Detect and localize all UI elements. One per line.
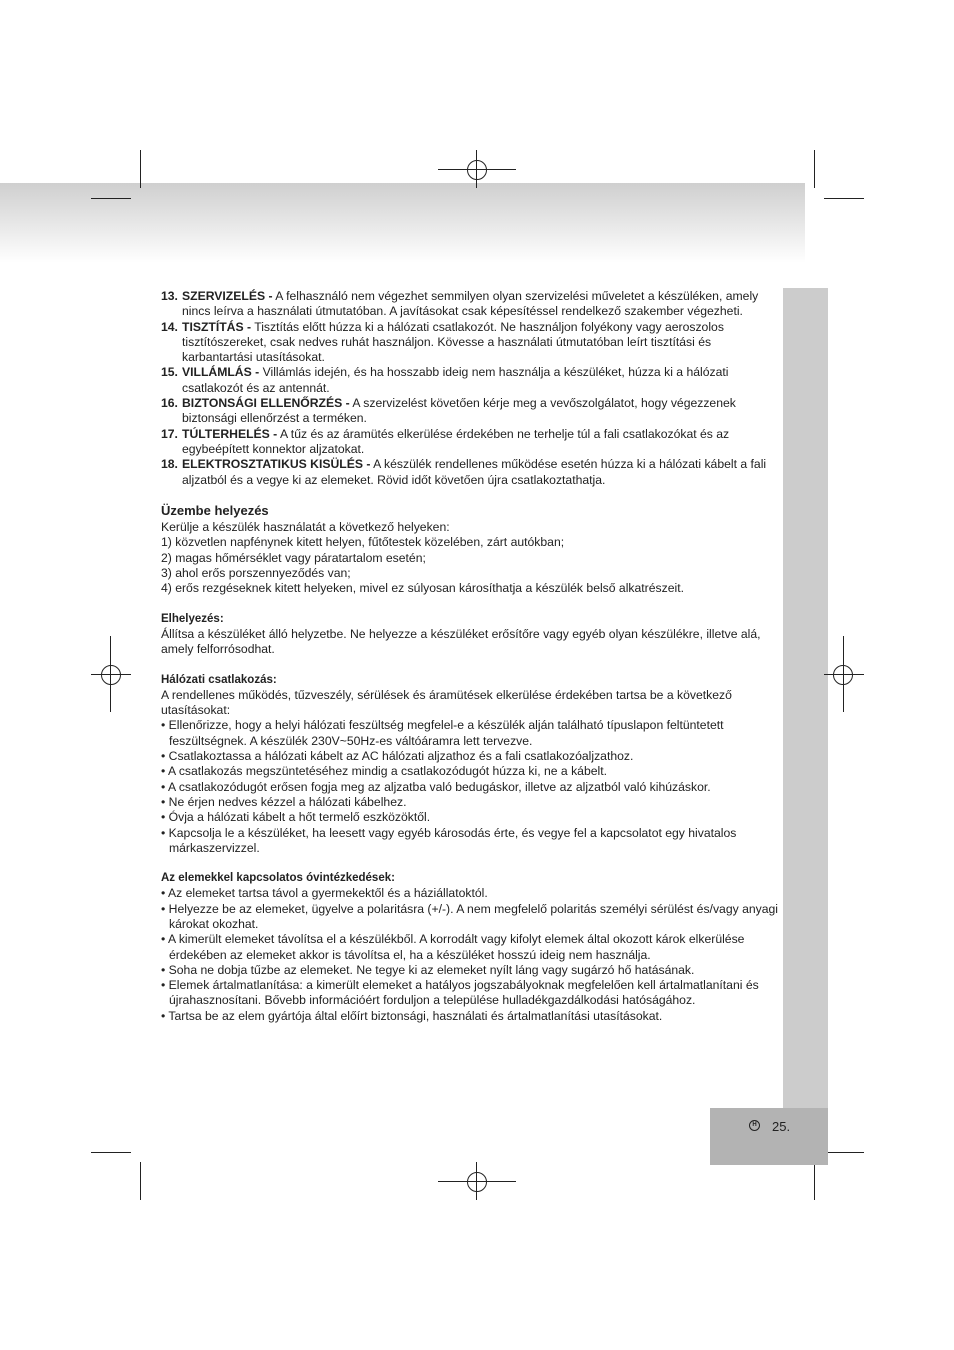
bullet-item: • Soha ne dobja tűzbe az elemeket. Ne tegye ki az elemeket nyílt láng vagy sugárzó hő hatásának.: [161, 962, 695, 977]
safety-item: [161, 457, 781, 488]
page-number-box: [710, 1108, 828, 1165]
item-number: 13.: [161, 289, 178, 303]
registration-line: [438, 169, 516, 170]
bullet-item: • A kimerült elemeket távolítsa el a készülékből. A korrodált vagy kifolyt elemek által okozott károk elkerülése érdekében az elemeket akkor is távolítsa el, ha a készüléket hosszú ideig nem használja.: [161, 932, 745, 962]
registration-line: [476, 1162, 477, 1200]
item-title: ELEKTROSZTATIKUS KISÜLÉS -: [182, 457, 371, 472]
bullet-item: • Ne érjen nedves kézzel a hálózati kábelhez.: [161, 794, 407, 809]
item-title: TÚLTERHELÉS -: [182, 426, 278, 441]
crop-mark: [814, 1162, 815, 1200]
bullet-item: • Az elemeket tartsa távol a gyermekektől és a háziállatoktól.: [161, 886, 488, 901]
registration-mark: [467, 1172, 487, 1192]
item-title: BIZTONSÁGI ELLENŐRZÉS -: [182, 396, 350, 411]
item-text: A szervizelést követően kérje meg a vevőszolgálatot, hogy végezzenek biztonsági ellenőrzést a terméken.: [182, 396, 736, 426]
bullet-item: • A csatlakozás megszüntetéséhez mindig a csatlakozódugót húzza ki, ne a kábelt.: [161, 764, 607, 779]
language-badge-icon: H: [749, 1120, 760, 1131]
safety-item: [161, 427, 781, 458]
page-number: 25.: [772, 1119, 791, 1134]
bullet-item: • Óvja a hálózati kábelt a hőt termelő eszközöktől.: [161, 810, 431, 825]
registration-mark: [101, 665, 121, 685]
crop-mark: [140, 1162, 141, 1200]
bullet-item: • Csatlakoztassa a hálózati kábelt az AC hálózati aljzathoz és a fali csatlakozóaljzathoz.: [161, 749, 634, 764]
item-number: 17.: [161, 426, 178, 441]
list-item: 3) ahol erős porszennyeződés van;: [161, 566, 351, 581]
list-item: 4) erős rezgéseknek kitett helyeken, mivel ez súlyosan károsíthatja a készülék belső alkatrészeit.: [161, 581, 684, 596]
crop-mark: [140, 150, 141, 188]
registration-line: [91, 674, 131, 675]
subsection-title: Az elemekkel kapcsolatos óvintézkedések:: [161, 872, 395, 885]
item-title: TISZTÍTÁS -: [182, 319, 252, 334]
bullet-list: [161, 886, 781, 1024]
section-intro: Kerülje a készülék használatát a következő helyeken:: [161, 520, 450, 535]
registration-mark: [467, 160, 487, 180]
safety-item: [161, 289, 781, 320]
subsection-title: Elhelyezés:: [161, 612, 224, 625]
bullet-item: • Tartsa be az elem gyártója által előírt biztonsági, használati és ártalmatlanítási utasításokat.: [161, 1008, 663, 1023]
bullet-item: • Elemek ártalmatlanítása: a kimerült elemeket a hatályos jogszabályoknak megfelelően kell ártalmatlanítani és újrahasznosítani. Bővebb információért forduljon a települése hulladékgazdálkodási hatóságához.: [161, 978, 759, 1008]
item-title: VILLÁMLÁS -: [182, 365, 260, 380]
safety-item: [161, 320, 781, 366]
item-text: A tűz és az áramütés elkerülése érdekében ne terhelje túl a fali csatlakozókat és az egybeépített konnektor aljzatokat.: [182, 426, 730, 456]
crop-mark: [824, 198, 864, 199]
bullet-list: [161, 718, 781, 856]
item-text: Villámlás idején, és ha hosszabb ideig nem használja a készüléket, húzza ki a hálózati csatlakozót és az antennát.: [182, 365, 729, 395]
item-text: Tisztítás előtt húzza ki a hálózati csatlakozót. Ne használjon folyékony vagy aeroszolos tisztítószereket, csak nedves ruhát használjon. Kövesse a használati útmutatóban leírt tisztítási és karbantartási utasításokat.: [182, 319, 724, 365]
section-title: Üzembe helyezés: [161, 502, 269, 518]
location-list: [161, 535, 781, 596]
item-number: 16.: [161, 396, 178, 411]
crop-mark: [91, 1152, 131, 1153]
crop-mark: [91, 198, 131, 199]
item-number: 18.: [161, 457, 178, 472]
registration-line: [476, 150, 477, 188]
crop-mark: [824, 1152, 864, 1153]
subsection-title: Hálózati csatlakozás:: [161, 673, 277, 686]
header-band: [0, 183, 805, 263]
registration-line: [438, 1181, 516, 1182]
list-item: 1) közvetlen napfénynek kitett helyen, fűtőtestek közelében, zárt autókban;: [161, 535, 565, 550]
bullet-item: • A csatlakozódugót erősen fogja meg az aljzatba való bedugáskor, illetve az aljzatból való kihúzáskor.: [161, 779, 711, 794]
registration-line: [110, 636, 111, 712]
item-number: 15.: [161, 365, 178, 380]
side-strip: [783, 288, 828, 1108]
safety-item: [161, 396, 781, 427]
subsection-intro: A rendellenes működés, tűzveszély, sérülések és áramütések elkerülése érdekében tartsa be a következő utasításokat:: [161, 687, 732, 718]
item-text: A felhasználó nem végezhet semmilyen olyan szervizelési műveletet a készüléken, amely nincs leírva a használati útmutatóban. A javításokat csak képesítéssel rendelkező szakember végezheti.: [182, 289, 759, 319]
item-title: SZERVIZELÉS -: [182, 289, 273, 303]
list-item: 2) magas hőmérséklet vagy páratartalom esetén;: [161, 550, 426, 565]
registration-line: [824, 674, 864, 675]
safety-item: [161, 365, 781, 396]
item-number: 14.: [161, 319, 178, 334]
bullet-item: • Ellenőrizze, hogy a helyi hálózati feszültség megfelel-e a készülék alján található típuslapon feltüntetett feszültségnek. A készülék 230V~50Hz-es váltóáramra lett tervezve.: [161, 718, 724, 748]
bullet-item: • Kapcsolja le a készüléket, ha leesett vagy egyéb károsodás érte, és vegye fel a kapcsolatot egy hivatalos márkaszervizzel.: [161, 825, 737, 855]
item-text: A készülék rendellenes működése esetén húzza ki a hálózati kábelt a fali aljzatból és a vegye ki az elemeket. Rövid időt követően újra csatlakoztathatja.: [182, 457, 767, 487]
safety-list: [161, 289, 781, 488]
subsection-text: Állítsa a készüléket álló helyzetbe. Ne helyezze a készüléket erősítőre vagy egyéb olyan készülékre, illetve alá, amely felforrósodhat.: [161, 626, 761, 657]
crop-mark: [814, 150, 815, 188]
bullet-item: • Helyezze be az elemeket, ügyelve a polaritásra (+/-). A nem megfelelő polaritás személyi sérülést és/vagy anyagi károkat okozhat.: [161, 901, 778, 931]
registration-line: [843, 636, 844, 712]
main-content: [161, 289, 781, 1024]
